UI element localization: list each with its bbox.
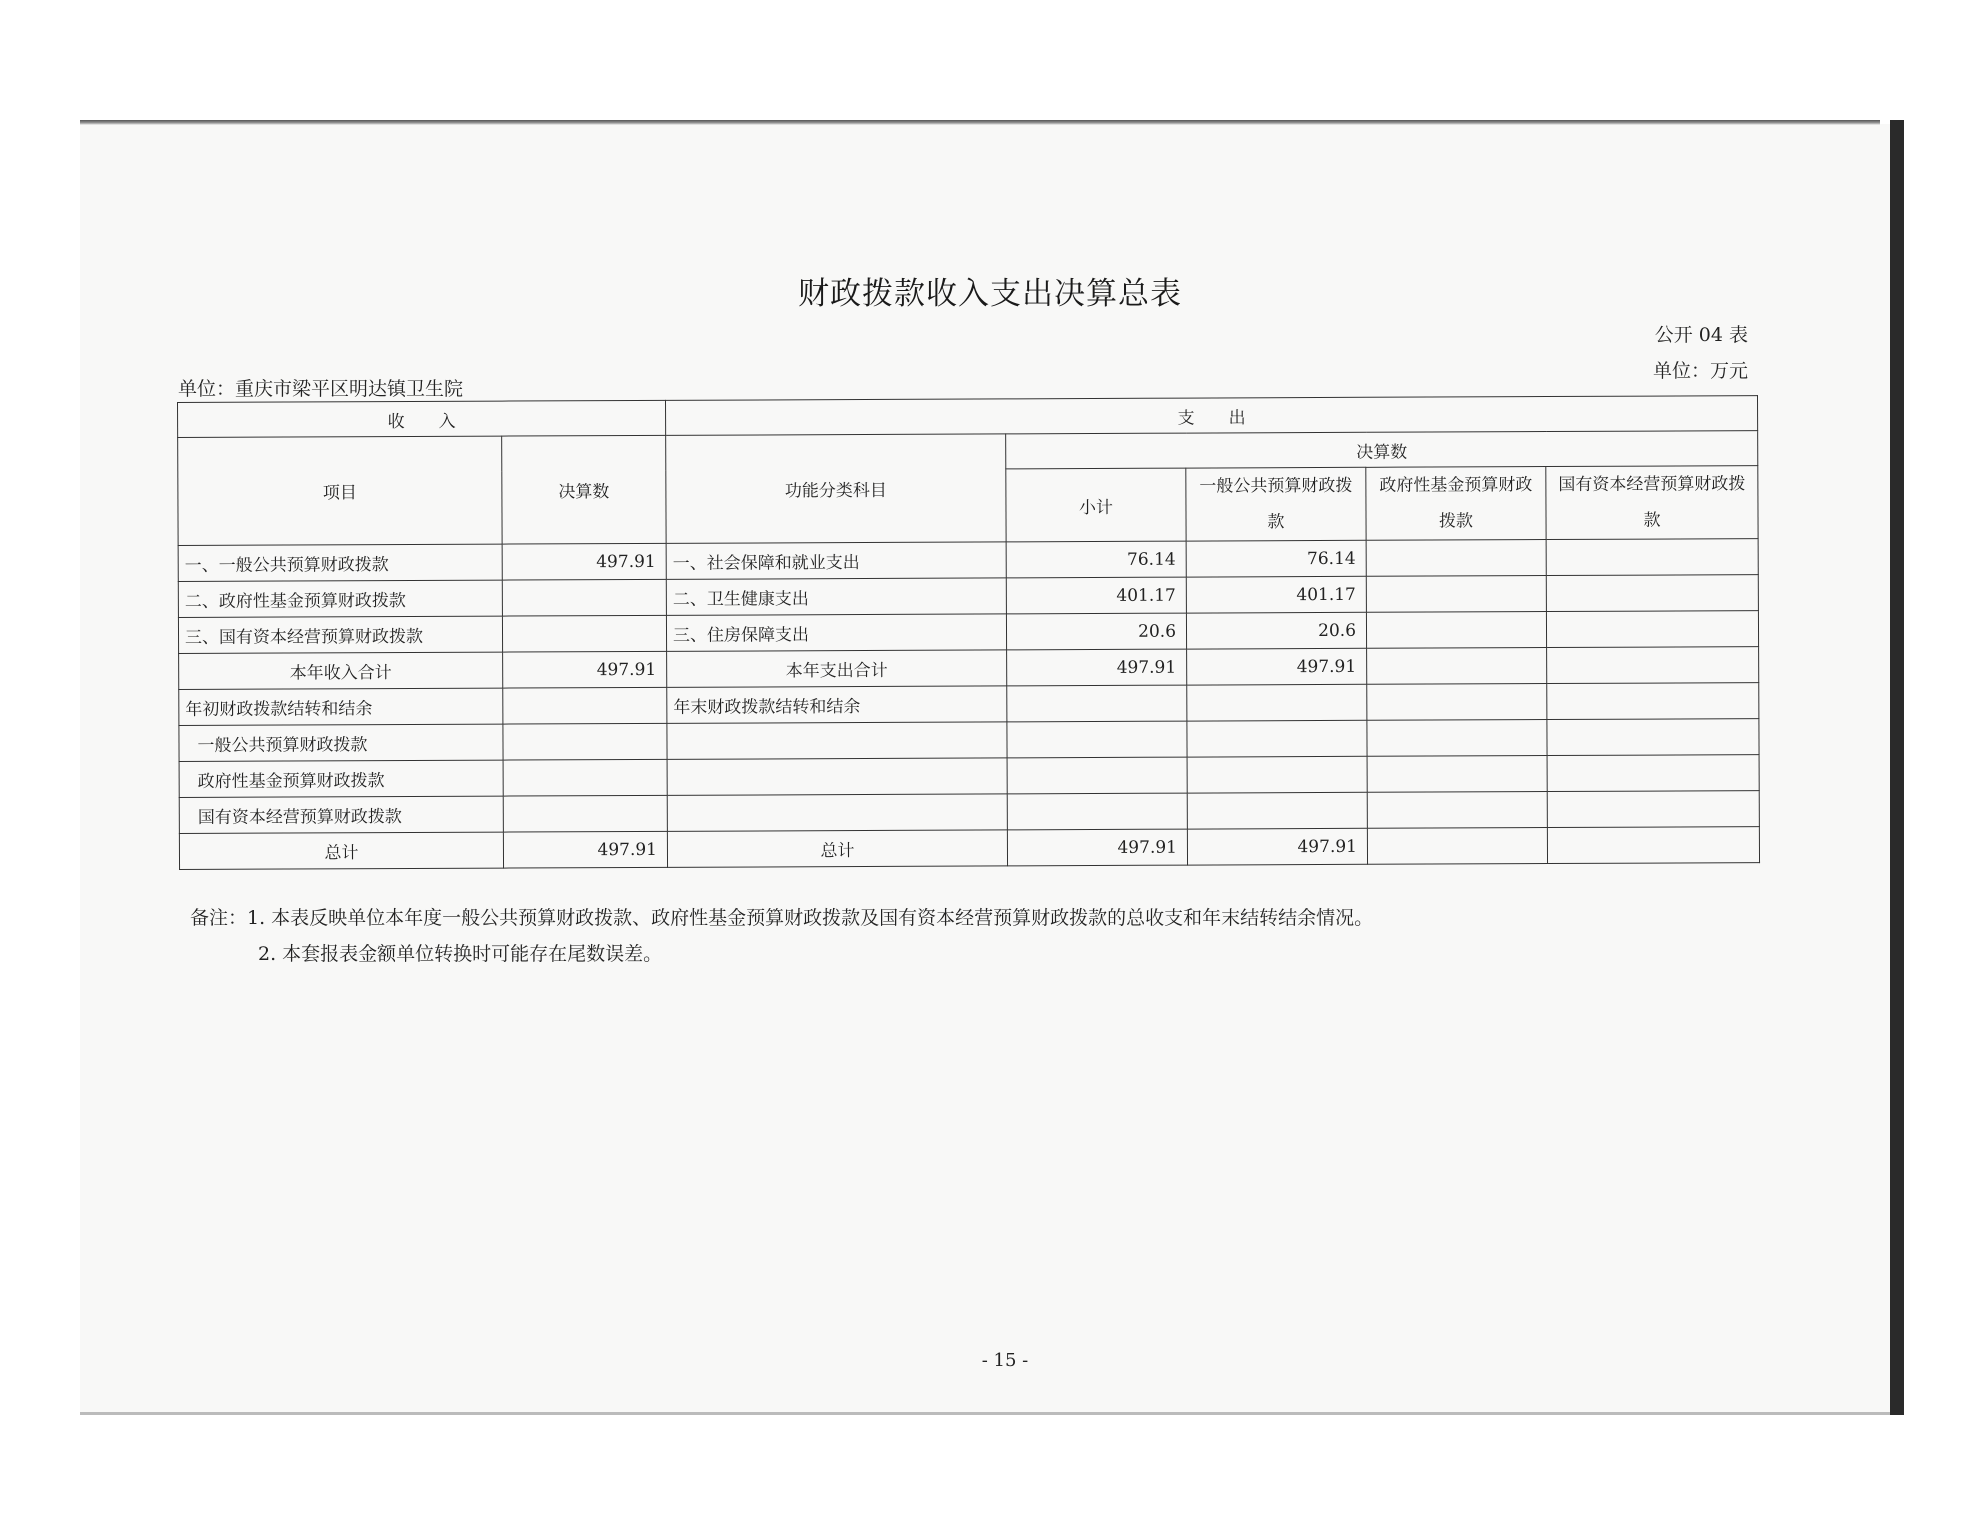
subtotal-value — [1007, 685, 1187, 722]
state-capital-budget-header: 国有资本经营预算财政拨款 — [1546, 466, 1758, 540]
income-item: 政府性基金预算财政拨款 — [179, 760, 503, 797]
income-amount: 497.91 — [503, 651, 667, 688]
note-2: 2. 本套报表金额单位转换时可能存在尾数误差。 — [258, 943, 663, 965]
subtotal-value: 497.91 — [1007, 649, 1187, 686]
notes-section — [190, 900, 1373, 972]
subtotal-value — [1007, 721, 1187, 758]
income-amount: 497.91 — [502, 543, 666, 580]
state-capital-value — [1547, 791, 1759, 828]
income-amount — [503, 795, 667, 832]
income-amount — [503, 687, 667, 724]
general-budget-value: 497.91 — [1187, 648, 1367, 685]
state-capital-value — [1547, 755, 1759, 792]
expenditure-item — [667, 794, 1007, 831]
income-amount — [503, 723, 667, 760]
budget-summary-table — [177, 395, 1760, 870]
income-item: 年初财政拨款结转和结余 — [179, 688, 503, 725]
expenditure-item — [667, 722, 1007, 759]
fund-budget-value — [1366, 612, 1546, 649]
subtotal-value — [1007, 757, 1187, 794]
state-capital-value — [1546, 539, 1758, 576]
expenditure-item: 三、住房保障支出 — [666, 614, 1006, 651]
subtotal-header: 小计 — [1006, 468, 1186, 542]
state-capital-value — [1547, 719, 1759, 756]
income-amount — [502, 579, 666, 616]
income-item: 国有资本经营预算财政拨款 — [179, 796, 503, 833]
expenditure-item: 年末财政拨款结转和结余 — [667, 686, 1007, 723]
fund-budget-value — [1367, 684, 1547, 721]
state-capital-value — [1547, 683, 1759, 720]
expenditure-item: 本年支出合计 — [667, 650, 1007, 687]
income-item: 总计 — [179, 832, 503, 869]
income-item: 本年收入合计 — [179, 652, 503, 689]
state-capital-value — [1546, 611, 1758, 648]
general-budget-value — [1187, 720, 1367, 757]
state-capital-value — [1546, 575, 1758, 612]
reporting-unit: 单位：重庆市梁平区明达镇卫生院 — [178, 378, 464, 400]
fund-budget-value — [1366, 540, 1546, 577]
final-amount-header: 决算数 — [502, 435, 666, 544]
expenditure-item: 一、社会保障和就业支出 — [666, 542, 1006, 579]
general-budget-value: 76.14 — [1186, 540, 1366, 577]
page-title: 财政拨款收入支出决算总表 — [798, 276, 1182, 312]
expenditure-item — [667, 758, 1007, 795]
subtotal-value: 497.91 — [1007, 829, 1187, 866]
state-capital-value — [1547, 827, 1759, 864]
income-item: 一般公共预算财政拨款 — [179, 724, 503, 761]
income-item: 三、国有资本经营预算财政拨款 — [178, 616, 502, 653]
currency-unit: 单位：万元 — [1652, 360, 1748, 382]
general-budget-header: 一般公共预算财政拨款 — [1186, 467, 1366, 541]
income-header: 收 入 — [178, 400, 666, 437]
expenditure-item: 总计 — [667, 830, 1007, 867]
general-budget-value: 20.6 — [1186, 612, 1366, 649]
fund-budget-value — [1367, 720, 1547, 757]
note-1: 备注：1. 本表反映单位本年度一般公共预算财政拨款、政府性基金预算财政拨款及国有资本经营预算财政拨款的总收支和年末结转结余情况。 — [190, 907, 1374, 929]
scan-edge-top — [80, 120, 1880, 125]
fund-budget-value — [1366, 576, 1546, 613]
income-amount — [502, 615, 666, 652]
income-amount — [503, 759, 667, 796]
general-budget-value: 401.17 — [1186, 576, 1366, 613]
general-budget-value — [1187, 684, 1367, 721]
function-category-header: 功能分类科目 — [666, 434, 1006, 543]
scan-edge-bottom — [80, 1412, 1890, 1415]
subtotal-value: 20.6 — [1006, 613, 1186, 650]
income-item: 一、一般公共预算财政拨款 — [178, 544, 502, 581]
subtotal-value: 401.17 — [1006, 577, 1186, 614]
expenditure-item: 二、卫生健康支出 — [666, 578, 1006, 615]
income-item: 二、政府性基金预算财政拨款 — [178, 580, 502, 617]
fund-budget-header: 政府性基金预算财政拨款 — [1366, 467, 1546, 541]
fund-budget-value — [1367, 792, 1547, 829]
scan-edge-right — [1890, 120, 1904, 1415]
state-capital-value — [1547, 647, 1759, 684]
fund-budget-value — [1367, 756, 1547, 793]
general-budget-value — [1187, 756, 1367, 793]
fund-budget-value — [1367, 828, 1547, 865]
income-amount: 497.91 — [503, 831, 667, 868]
fund-budget-value — [1367, 648, 1547, 685]
subtotal-value: 76.14 — [1006, 541, 1186, 578]
form-number: 公开 04 表 — [1654, 324, 1748, 346]
general-budget-value: 497.91 — [1187, 828, 1367, 865]
page-number: - 15 - — [981, 1350, 1029, 1371]
expenditure-header: 支 出 — [665, 396, 1757, 436]
final-amount-group-header: 决算数 — [1006, 431, 1758, 469]
general-budget-value — [1187, 792, 1367, 829]
table-row-total — [179, 827, 1759, 870]
item-header: 项目 — [178, 436, 502, 545]
subtotal-value — [1007, 793, 1187, 830]
